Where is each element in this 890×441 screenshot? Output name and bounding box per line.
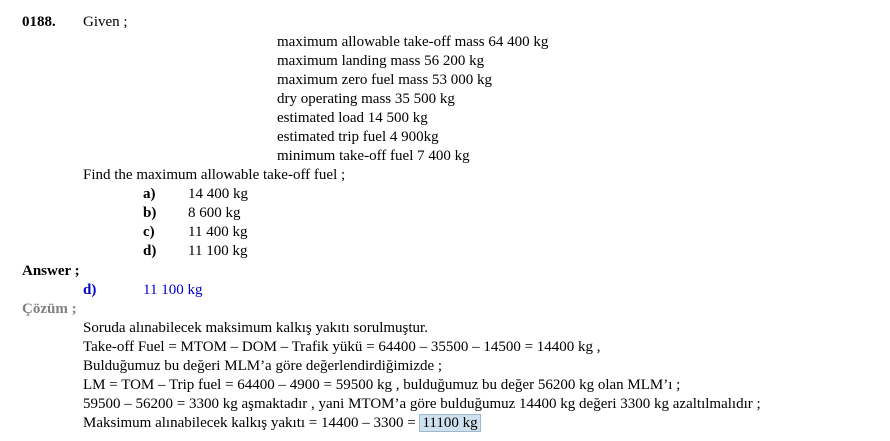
option-letter: b) <box>143 205 157 221</box>
given-item: estimated trip fuel 4 900kg <box>277 129 439 145</box>
option-text: 11 400 kg <box>188 224 248 240</box>
solution-line: Soruda alınabilecek maksimum kalkış yakıtı sorulmuştur. <box>83 320 428 336</box>
option-text: 14 400 kg <box>188 186 248 202</box>
option-text: 8 600 kg <box>188 205 241 221</box>
solution-line: Take-off Fuel = MTOM – DOM – Trafik yükü = 64400 – 35500 – 14500 = 14400 kg , <box>83 339 601 355</box>
question-number: 0188. <box>22 14 56 30</box>
given-item: minimum take-off fuel 7 400 kg <box>277 148 470 164</box>
option-letter: d) <box>143 243 157 259</box>
given-item: dry operating mass 35 500 kg <box>277 91 455 107</box>
given-item: maximum landing mass 56 200 kg <box>277 53 485 69</box>
solution-line: 59500 – 56200 = 3300 kg aşmaktadır , yani MTOM’a göre bulduğumuz 14400 kg değeri 3300 kg azaltılmalıdır ; <box>83 396 761 412</box>
solution-line: Bulduğumuz bu değeri MLM’a göre değerlendirdiğimizde ; <box>83 358 443 374</box>
option-letter: c) <box>143 224 155 240</box>
option-letter: a) <box>143 186 156 202</box>
solution-line: LM = TOM – Trip fuel = 64400 – 4900 = 59500 kg , bulduğumuz bu değer 56200 kg olan MLM’ı ; <box>83 377 681 393</box>
given-item: maximum zero fuel mass 53 000 kg <box>277 72 492 88</box>
given-item: maximum allowable take-off mass 64 400 kg <box>277 34 549 50</box>
solution-final-result: 11100 kg <box>419 414 480 432</box>
answer-label: Answer ; <box>22 263 80 279</box>
solution-final-line <box>83 414 481 433</box>
question-prompt: Find the maximum allowable take-off fuel ; <box>83 167 346 183</box>
answer-text: 11 100 kg <box>143 282 203 298</box>
question-intro: Given ; <box>83 14 128 30</box>
answer-letter: d) <box>83 282 97 298</box>
option-text: 11 100 kg <box>188 243 248 259</box>
solution-label: Çözüm ; <box>22 301 77 317</box>
given-item: estimated load 14 500 kg <box>277 110 428 126</box>
solution-final-prefix: Maksimum alınabilecek kalkış yakıtı = 14400 – 3300 = <box>83 415 420 431</box>
